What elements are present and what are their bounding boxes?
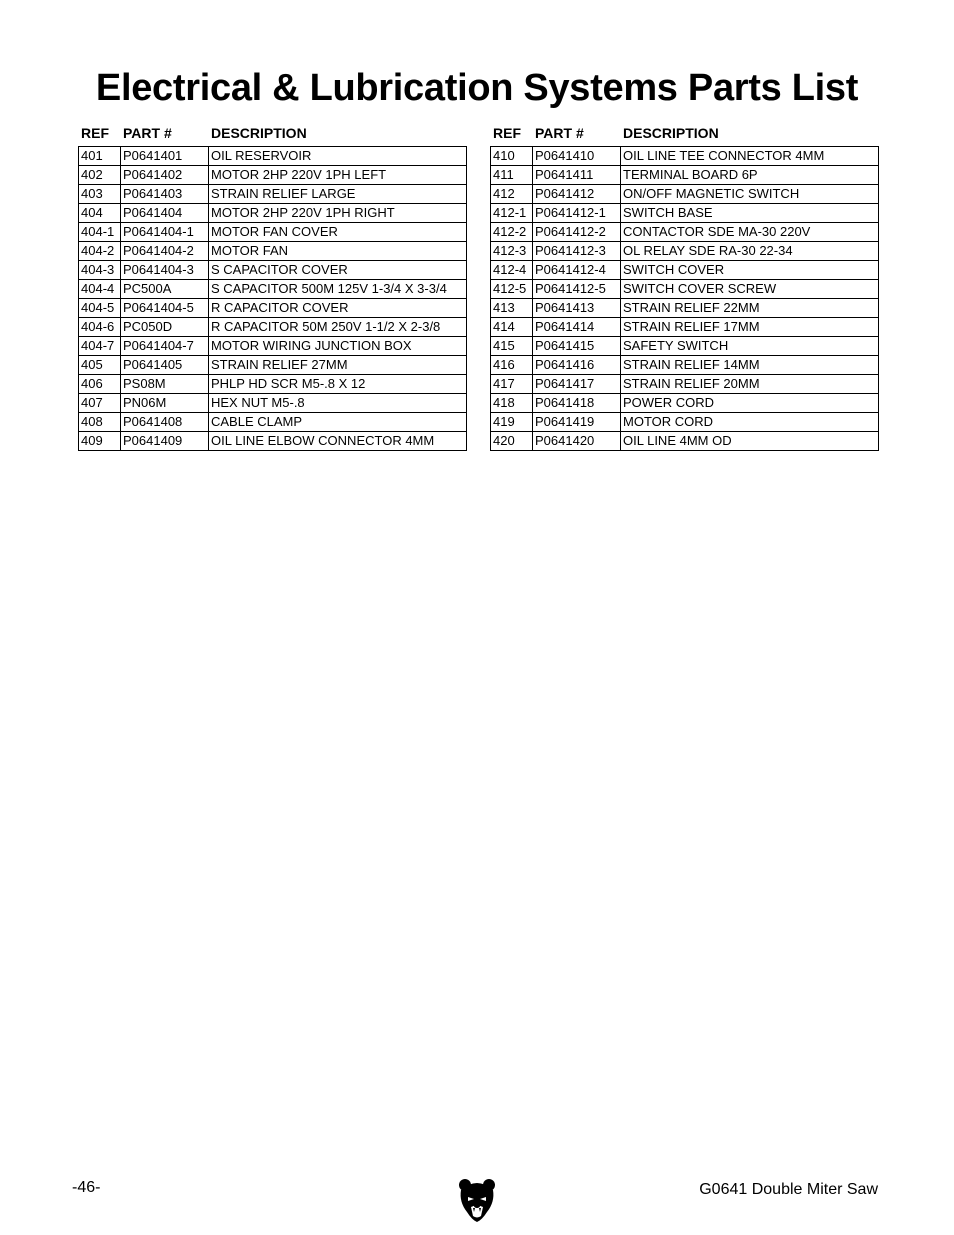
ref-cell: 416	[491, 356, 533, 375]
description-cell: POWER CORD	[621, 394, 879, 413]
parts-table-right	[490, 146, 879, 451]
ref-cell: 409	[79, 432, 121, 451]
table-row	[491, 337, 879, 356]
ref-cell: 406	[79, 375, 121, 394]
ref-cell: 408	[79, 413, 121, 432]
description-cell: S CAPACITOR COVER	[209, 261, 467, 280]
ref-cell: 401	[79, 147, 121, 166]
description-cell: MOTOR CORD	[621, 413, 879, 432]
description-cell: STRAIN RELIEF 17MM	[621, 318, 879, 337]
part-number-cell: P0641412-3	[533, 242, 621, 261]
description-cell: SWITCH BASE	[621, 204, 879, 223]
ref-cell: 404-2	[79, 242, 121, 261]
description-cell: SWITCH COVER SCREW	[621, 280, 879, 299]
part-number-cell: P0641404-3	[121, 261, 209, 280]
ref-column-header: REF	[493, 125, 521, 141]
ref-cell: 412-4	[491, 261, 533, 280]
table-row	[491, 280, 879, 299]
ref-cell: 404	[79, 204, 121, 223]
parts-list-left	[78, 124, 466, 451]
part-number-cell: P0641412-1	[533, 204, 621, 223]
table-row	[491, 223, 879, 242]
ref-cell: 404-7	[79, 337, 121, 356]
description-cell: SWITCH COVER	[621, 261, 879, 280]
description-cell: OIL LINE ELBOW CONNECTOR 4MM	[209, 432, 467, 451]
table-row	[491, 299, 879, 318]
part-number-cell: P0641409	[121, 432, 209, 451]
description-cell: R CAPACITOR COVER	[209, 299, 467, 318]
description-cell: OL RELAY SDE RA-30 22-34	[621, 242, 879, 261]
description-cell: STRAIN RELIEF 22MM	[621, 299, 879, 318]
part-number-cell: PC050D	[121, 318, 209, 337]
description-cell: MOTOR WIRING JUNCTION BOX	[209, 337, 467, 356]
description-cell: STRAIN RELIEF LARGE	[209, 185, 467, 204]
part-number-cell: P0641404	[121, 204, 209, 223]
table-row	[79, 223, 467, 242]
part-number-cell: P0641404-1	[121, 223, 209, 242]
part-number-cell: PN06M	[121, 394, 209, 413]
description-cell: OIL RESERVOIR	[209, 147, 467, 166]
description-cell: CABLE CLAMP	[209, 413, 467, 432]
part-number-cell: PC500A	[121, 280, 209, 299]
ref-cell: 419	[491, 413, 533, 432]
page-title: Electrical & Lubrication Systems Parts List	[95, 67, 859, 109]
part-number-cell: P0641403	[121, 185, 209, 204]
ref-cell: 404-4	[79, 280, 121, 299]
table-row	[79, 166, 467, 185]
table-row	[79, 356, 467, 375]
table-row	[79, 185, 467, 204]
part-number-cell: P0641413	[533, 299, 621, 318]
table-row	[79, 394, 467, 413]
table-row	[491, 147, 879, 166]
description-cell: ON/OFF MAGNETIC SWITCH	[621, 185, 879, 204]
column-headers	[490, 124, 878, 142]
ref-cell: 412-1	[491, 204, 533, 223]
table-row	[79, 432, 467, 451]
ref-cell: 407	[79, 394, 121, 413]
ref-cell: 413	[491, 299, 533, 318]
ref-column-header: REF	[81, 125, 109, 141]
parts-list-right	[490, 124, 878, 451]
part-number-cell: P0641411	[533, 166, 621, 185]
description-cell: MOTOR FAN COVER	[209, 223, 467, 242]
description-cell: TERMINAL BOARD 6P	[621, 166, 879, 185]
part-number-cell: P0641404-7	[121, 337, 209, 356]
ref-cell: 411	[491, 166, 533, 185]
ref-cell: 404-5	[79, 299, 121, 318]
part-number-cell: P0641408	[121, 413, 209, 432]
column-headers	[78, 124, 466, 142]
table-row	[491, 318, 879, 337]
table-row	[491, 185, 879, 204]
ref-cell: 405	[79, 356, 121, 375]
part-number-cell: PS08M	[121, 375, 209, 394]
description-cell: HEX NUT M5-.8	[209, 394, 467, 413]
description-cell: MOTOR 2HP 220V 1PH RIGHT	[209, 204, 467, 223]
table-row	[79, 280, 467, 299]
part-number-cell: P0641401	[121, 147, 209, 166]
ref-cell: 404-3	[79, 261, 121, 280]
ref-cell: 412-3	[491, 242, 533, 261]
part-number-cell: P0641402	[121, 166, 209, 185]
description-cell: OIL LINE TEE CONNECTOR 4MM	[621, 147, 879, 166]
part-number-cell: P0641420	[533, 432, 621, 451]
part-number-cell: P0641404-5	[121, 299, 209, 318]
table-row	[491, 356, 879, 375]
ref-cell: 412-5	[491, 280, 533, 299]
table-row	[491, 261, 879, 280]
table-row	[79, 337, 467, 356]
part-number-cell: P0641418	[533, 394, 621, 413]
parts-table-left	[78, 146, 467, 451]
table-row	[491, 413, 879, 432]
ref-cell: 402	[79, 166, 121, 185]
description-cell: STRAIN RELIEF 27MM	[209, 356, 467, 375]
part-number-cell: P0641410	[533, 147, 621, 166]
part-number-cell: P0641405	[121, 356, 209, 375]
table-row	[491, 432, 879, 451]
table-row	[79, 204, 467, 223]
table-row	[79, 147, 467, 166]
table-row	[491, 394, 879, 413]
ref-cell: 414	[491, 318, 533, 337]
part-number-cell: P0641412	[533, 185, 621, 204]
description-column-header: DESCRIPTION	[211, 125, 307, 141]
ref-cell: 404-6	[79, 318, 121, 337]
description-cell: SAFETY SWITCH	[621, 337, 879, 356]
part-number-cell: P0641419	[533, 413, 621, 432]
table-row	[79, 375, 467, 394]
ref-cell: 412	[491, 185, 533, 204]
description-cell: MOTOR 2HP 220V 1PH LEFT	[209, 166, 467, 185]
ref-cell: 418	[491, 394, 533, 413]
description-cell: CONTACTOR SDE MA-30 220V	[621, 223, 879, 242]
part-number-cell: P0641416	[533, 356, 621, 375]
ref-cell: 420	[491, 432, 533, 451]
part-column-header: PART #	[535, 125, 584, 141]
part-number-cell: P0641412-5	[533, 280, 621, 299]
page-number: -46-	[72, 1179, 101, 1196]
part-number-cell: P0641417	[533, 375, 621, 394]
description-column-header: DESCRIPTION	[623, 125, 719, 141]
part-number-cell: P0641412-2	[533, 223, 621, 242]
description-cell: STRAIN RELIEF 14MM	[621, 356, 879, 375]
table-row	[79, 413, 467, 432]
table-row	[491, 166, 879, 185]
ref-cell: 412-2	[491, 223, 533, 242]
description-cell: R CAPACITOR 50M 250V 1-1/2 X 2-3/8	[209, 318, 467, 337]
ref-cell: 403	[79, 185, 121, 204]
description-cell: S CAPACITOR 500M 125V 1-3/4 X 3-3/4	[209, 280, 467, 299]
description-cell: PHLP HD SCR M5-.8 X 12	[209, 375, 467, 394]
model-name: G0641 Double Miter Saw	[699, 1181, 878, 1198]
table-row	[491, 204, 879, 223]
part-number-cell: P0641404-2	[121, 242, 209, 261]
ref-cell: 417	[491, 375, 533, 394]
part-number-cell: P0641415	[533, 337, 621, 356]
table-row	[79, 299, 467, 318]
ref-cell: 404-1	[79, 223, 121, 242]
description-cell: MOTOR FAN	[209, 242, 467, 261]
part-column-header: PART #	[123, 125, 172, 141]
part-number-cell: P0641412-4	[533, 261, 621, 280]
bear-head-icon	[457, 1176, 497, 1224]
part-number-cell: P0641414	[533, 318, 621, 337]
table-row	[491, 242, 879, 261]
table-row	[491, 375, 879, 394]
ref-cell: 415	[491, 337, 533, 356]
table-row	[79, 242, 467, 261]
table-row	[79, 261, 467, 280]
description-cell: OIL LINE 4MM OD	[621, 432, 879, 451]
table-row	[79, 318, 467, 337]
ref-cell: 410	[491, 147, 533, 166]
description-cell: STRAIN RELIEF 20MM	[621, 375, 879, 394]
